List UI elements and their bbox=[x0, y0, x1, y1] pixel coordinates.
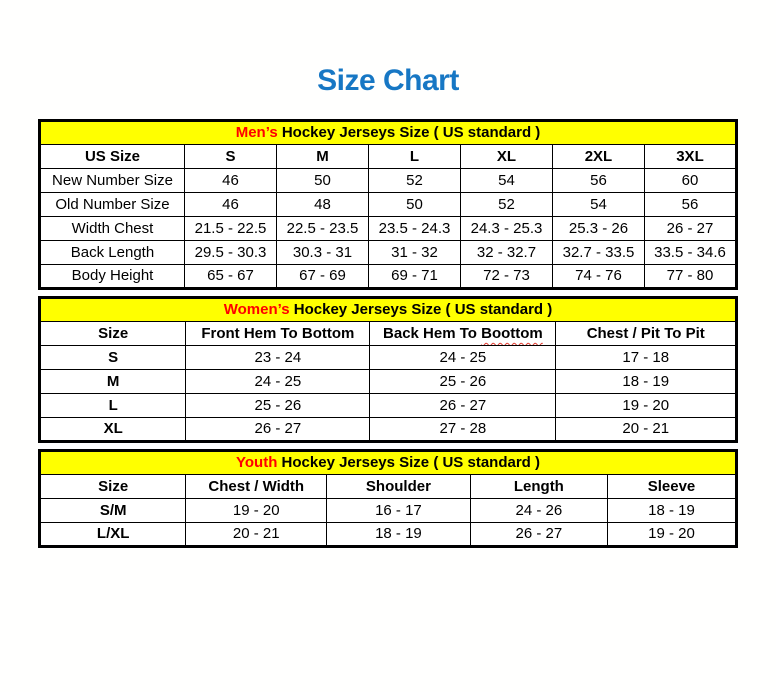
womens-band-text: Hockey Jerseys Size ( US standard ) bbox=[289, 301, 553, 319]
column-header-cell: Sleeve bbox=[608, 475, 737, 499]
table-row bbox=[40, 394, 737, 418]
mens-header-row bbox=[40, 145, 737, 169]
mens-size-table bbox=[38, 119, 738, 290]
value-cell: 24 - 25 bbox=[186, 370, 370, 394]
value-cell: 31 - 32 bbox=[368, 241, 460, 265]
value-cell: 74 - 76 bbox=[552, 265, 644, 289]
table-row bbox=[40, 346, 737, 370]
table-row bbox=[40, 265, 737, 289]
column-header-cell: Chest / Width bbox=[186, 475, 327, 499]
mens-band-accent: Men’s bbox=[235, 124, 278, 142]
row-label-cell: New Number Size bbox=[40, 169, 185, 193]
youth-size-table bbox=[38, 449, 738, 548]
value-cell: 24 - 26 bbox=[470, 499, 607, 523]
womens-band-accent: Women’s bbox=[223, 301, 290, 319]
value-cell: 32.7 - 33.5 bbox=[552, 241, 644, 265]
youth-header-row bbox=[40, 475, 737, 499]
row-label-cell: L bbox=[40, 394, 186, 418]
table-row bbox=[40, 241, 737, 265]
column-header-cell: 2XL bbox=[552, 145, 644, 169]
row-label-cell: XL bbox=[40, 418, 186, 442]
value-cell: 65 - 67 bbox=[184, 265, 276, 289]
value-cell: 32 - 32.7 bbox=[460, 241, 552, 265]
youth-band-accent: Youth bbox=[236, 454, 278, 472]
value-cell: 26 - 27 bbox=[470, 523, 607, 547]
value-cell: 22.5 - 23.5 bbox=[276, 217, 368, 241]
womens-size-table bbox=[38, 296, 738, 443]
value-cell: 30.3 - 31 bbox=[276, 241, 368, 265]
column-header-cell: Front Hem To Bottom bbox=[186, 322, 370, 346]
value-cell: 52 bbox=[460, 193, 552, 217]
row-label-cell: M bbox=[40, 370, 186, 394]
table-row bbox=[40, 370, 737, 394]
column-header-cell: Size bbox=[40, 322, 186, 346]
value-cell: 29.5 - 30.3 bbox=[184, 241, 276, 265]
value-cell: 33.5 - 34.6 bbox=[644, 241, 736, 265]
column-header-cell: XL bbox=[460, 145, 552, 169]
row-label-cell: Width Chest bbox=[40, 217, 185, 241]
value-cell: 21.5 - 22.5 bbox=[184, 217, 276, 241]
column-header-cell: 3XL bbox=[644, 145, 736, 169]
misspelled-word-squiggle: Boottom bbox=[481, 324, 543, 342]
column-header-cell: L bbox=[368, 145, 460, 169]
value-cell: 56 bbox=[644, 193, 736, 217]
youth-band-text: Hockey Jerseys Size ( US standard ) bbox=[277, 454, 540, 472]
table-row bbox=[40, 418, 737, 442]
table-row bbox=[40, 217, 737, 241]
value-cell: 23.5 - 24.3 bbox=[368, 217, 460, 241]
row-label-cell: Old Number Size bbox=[40, 193, 185, 217]
value-cell: 26 - 27 bbox=[370, 394, 556, 418]
size-chart-tables bbox=[38, 119, 738, 548]
row-label-cell: S/M bbox=[40, 499, 186, 523]
value-cell: 46 bbox=[184, 193, 276, 217]
value-cell: 25 - 26 bbox=[186, 394, 370, 418]
value-cell: 26 - 27 bbox=[186, 418, 370, 442]
value-cell: 48 bbox=[276, 193, 368, 217]
value-cell: 19 - 20 bbox=[608, 523, 737, 547]
column-header-cell bbox=[370, 322, 556, 346]
table-row bbox=[40, 169, 737, 193]
value-cell: 25.3 - 26 bbox=[552, 217, 644, 241]
value-cell: 50 bbox=[276, 169, 368, 193]
value-cell: 17 - 18 bbox=[556, 346, 737, 370]
table-row bbox=[40, 499, 737, 523]
value-cell: 72 - 73 bbox=[460, 265, 552, 289]
value-cell: 60 bbox=[644, 169, 736, 193]
column-header-cell: US Size bbox=[40, 145, 185, 169]
value-cell: 54 bbox=[460, 169, 552, 193]
value-cell: 26 - 27 bbox=[644, 217, 736, 241]
value-cell: 67 - 69 bbox=[276, 265, 368, 289]
value-cell: 69 - 71 bbox=[368, 265, 460, 289]
column-header-cell: Length bbox=[470, 475, 607, 499]
value-cell: 20 - 21 bbox=[186, 523, 327, 547]
value-cell: 54 bbox=[552, 193, 644, 217]
mens-band-text: Hockey Jerseys Size ( US standard ) bbox=[277, 124, 541, 142]
value-cell: 18 - 19 bbox=[327, 523, 471, 547]
column-header-cell: M bbox=[276, 145, 368, 169]
value-cell: 18 - 19 bbox=[608, 499, 737, 523]
row-label-cell: Back Length bbox=[40, 241, 185, 265]
value-cell: 24 - 25 bbox=[370, 346, 556, 370]
value-cell: 20 - 21 bbox=[556, 418, 737, 442]
value-cell: 16 - 17 bbox=[327, 499, 471, 523]
value-cell: 24.3 - 25.3 bbox=[460, 217, 552, 241]
mens-section-band bbox=[40, 121, 737, 145]
value-cell: 18 - 19 bbox=[556, 370, 737, 394]
column-header-text: Back Hem To bbox=[383, 324, 482, 342]
value-cell: 52 bbox=[368, 169, 460, 193]
value-cell: 19 - 20 bbox=[186, 499, 327, 523]
page-title: Size Chart bbox=[317, 64, 459, 97]
column-header-cell: Chest / Pit To Pit bbox=[556, 322, 737, 346]
column-header-cell: S bbox=[184, 145, 276, 169]
value-cell: 77 - 80 bbox=[644, 265, 736, 289]
value-cell: 19 - 20 bbox=[556, 394, 737, 418]
row-label-cell: L/XL bbox=[40, 523, 186, 547]
table-row bbox=[40, 193, 737, 217]
womens-header-row bbox=[40, 322, 737, 346]
column-header-cell: Size bbox=[40, 475, 186, 499]
table-row bbox=[40, 523, 737, 547]
value-cell: 56 bbox=[552, 169, 644, 193]
row-label-cell: S bbox=[40, 346, 186, 370]
value-cell: 23 - 24 bbox=[186, 346, 370, 370]
value-cell: 50 bbox=[368, 193, 460, 217]
column-header-cell: Shoulder bbox=[327, 475, 471, 499]
row-label-cell: Body Height bbox=[40, 265, 185, 289]
value-cell: 25 - 26 bbox=[370, 370, 556, 394]
womens-section-band bbox=[40, 298, 737, 322]
value-cell: 46 bbox=[184, 169, 276, 193]
value-cell: 27 - 28 bbox=[370, 418, 556, 442]
youth-section-band bbox=[40, 451, 737, 475]
